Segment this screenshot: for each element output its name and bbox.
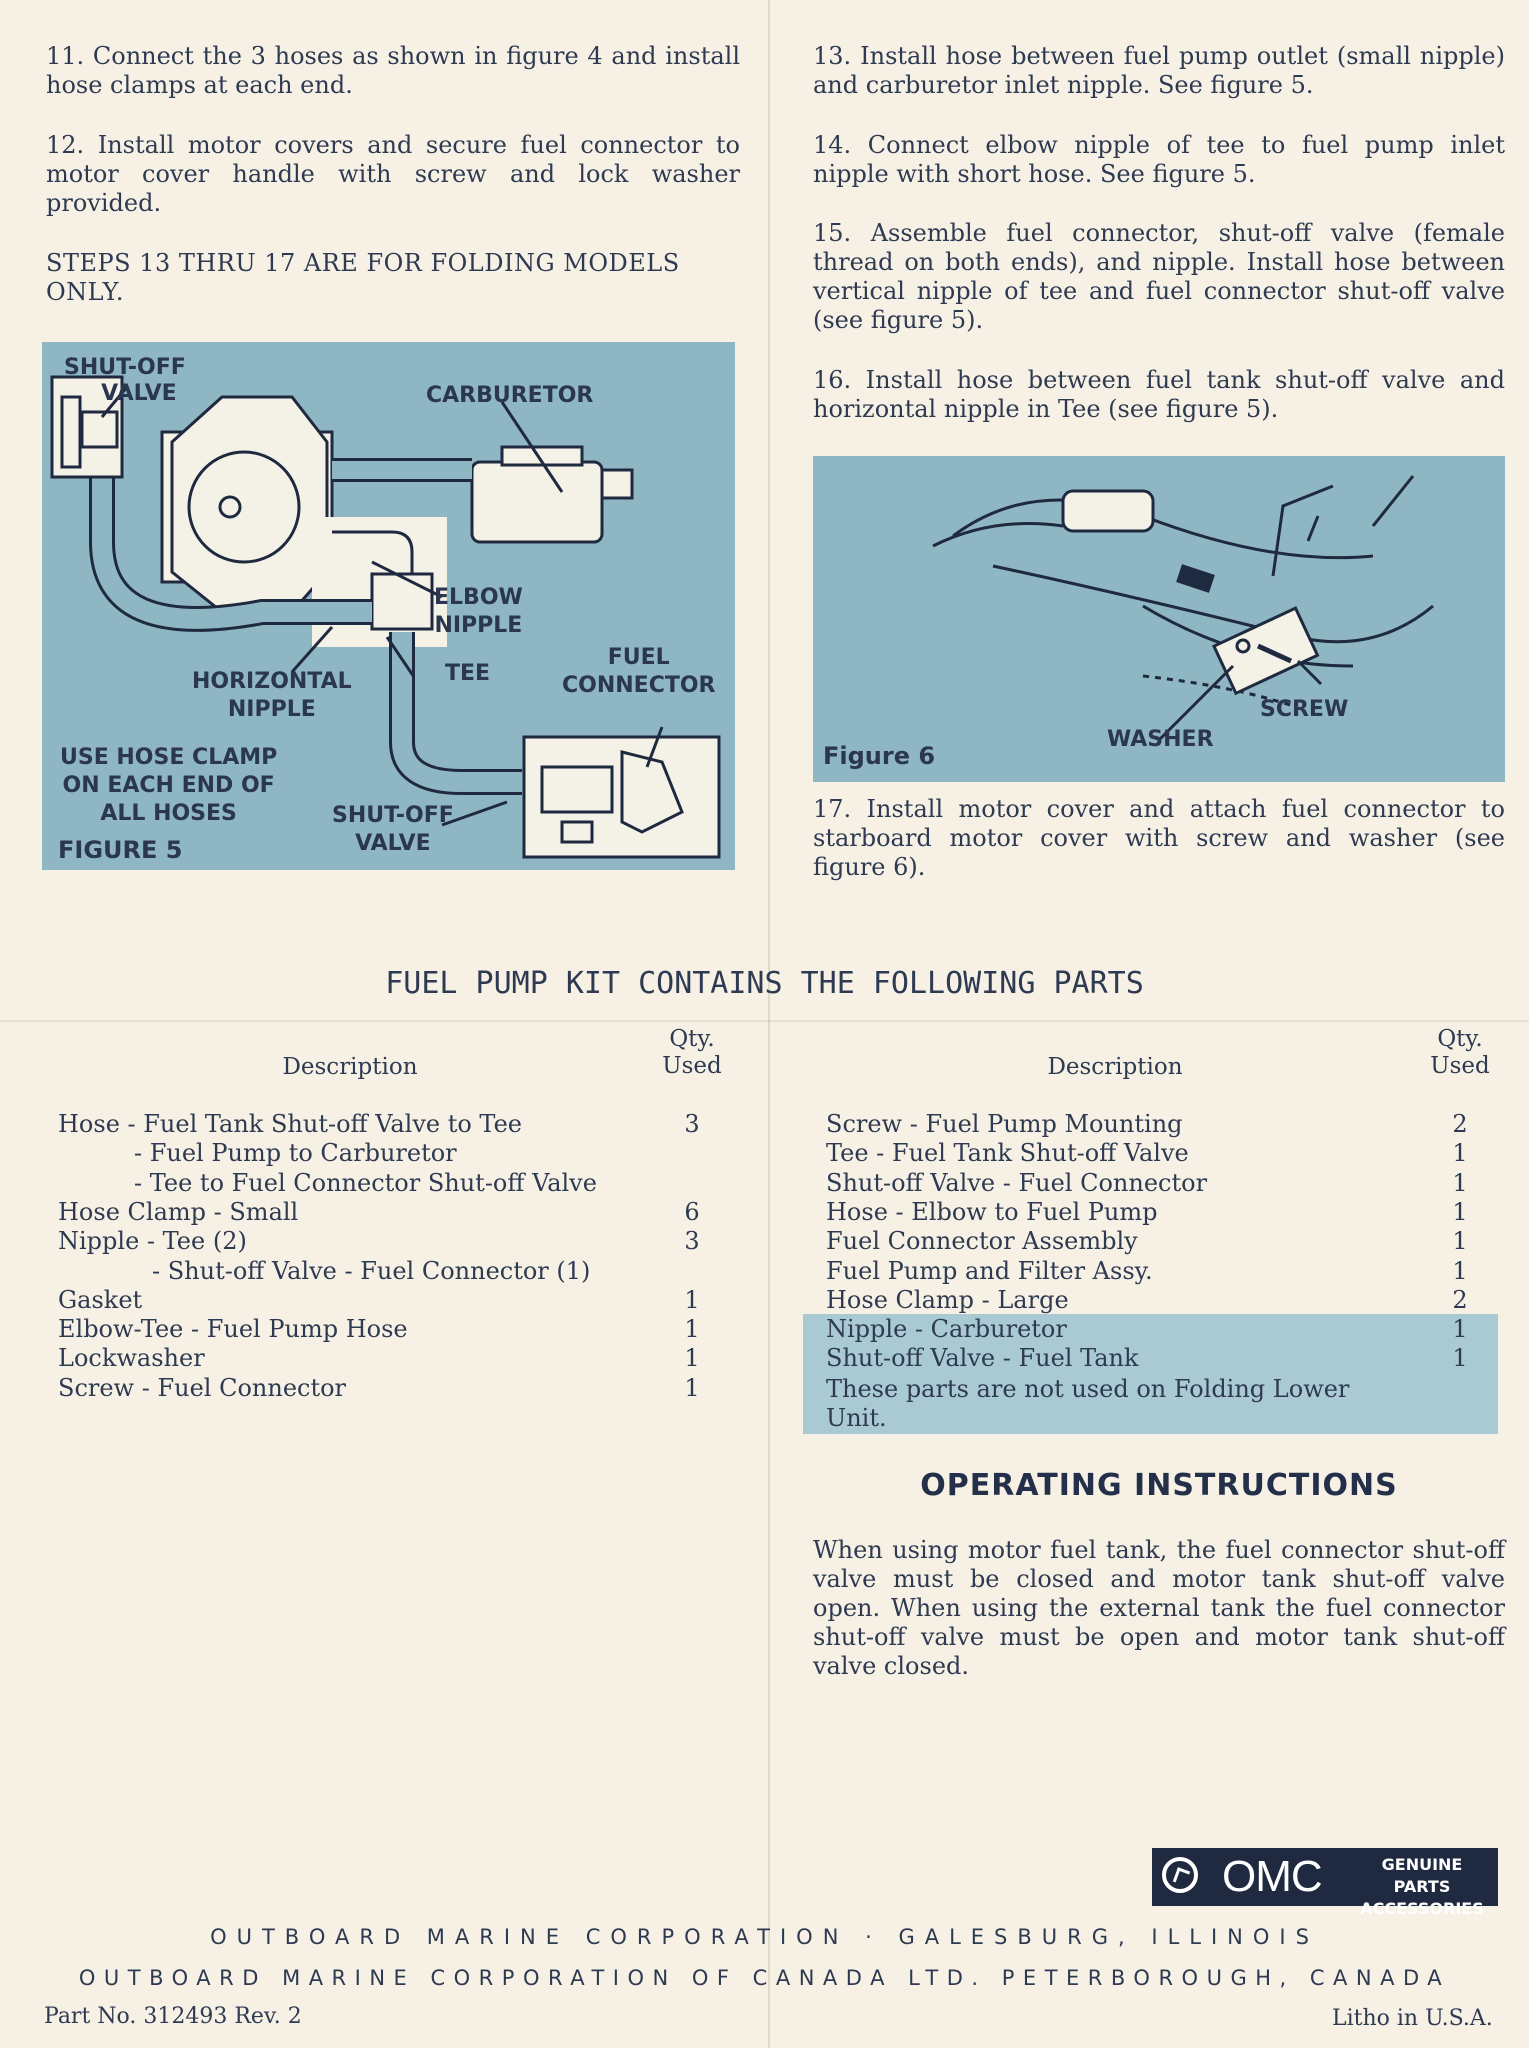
kit-not-used-note-line-1: These parts are not used on Folding Lower xyxy=(826,1375,1350,1403)
step-16: 16. Install hose between fuel tank shut-off valve and horizontal nipple in Tee (see figure 5). xyxy=(813,366,1505,423)
kit-right-row-qty: 1 xyxy=(1452,1197,1468,1226)
omc-logo xyxy=(1152,1848,1498,1918)
figure-5-label-hose-clamp-note: USE HOSE CLAMP ON EACH END OF ALL HOSES xyxy=(60,745,278,826)
kit-left-desc-header: Description xyxy=(282,1054,418,1080)
kit-right-row-desc: Screw - Fuel Pump Mounting xyxy=(826,1110,1183,1138)
kit-left-row-qty: 1 xyxy=(684,1315,700,1344)
kit-left-row-desc: Nipple - Tee (2) xyxy=(58,1227,247,1256)
figure-5-label-horizontal-nipple: HORIZONTAL NIPPLE xyxy=(192,669,352,722)
kit-right-row-desc: Nipple - Carburetor xyxy=(826,1315,1067,1344)
kit-left-row-desc: Gasket xyxy=(58,1285,143,1314)
step-15: 15. Assemble fuel connector, shut-off valve (female thread on both ends), and nipple. Install hose between vertical nipple of tee and fuel connector shut-off valve (see figure 5). xyxy=(813,219,1505,334)
kit-left-row-desc: Screw - Fuel Connector xyxy=(58,1373,347,1402)
kit-not-used-note-line-2: Unit. xyxy=(826,1404,887,1432)
kit-right-row-desc: Fuel Pump and Filter Assy. xyxy=(826,1256,1153,1285)
paper-fold-horizontal xyxy=(0,1020,1529,1022)
kit-right-row-qty: 2 xyxy=(1452,1110,1468,1138)
kit-left-row-qty: 6 xyxy=(684,1197,700,1226)
kit-right-row-qty: 1 xyxy=(1452,1139,1468,1168)
kit-left-row-desc: Hose - Fuel Tank Shut-off Valve to Tee xyxy=(58,1110,522,1138)
footer-corp-canada: OUTBOARD MARINE CORPORATION OF CANADA LTD. PETERBOROUGH, CANADA xyxy=(78,1966,1451,1990)
step-13: 13. Install hose between fuel pump outlet (small nipple) and carburetor inlet nipple. See figure 5. xyxy=(813,42,1505,99)
step-12: 12. Install motor covers and secure fuel connector to motor cover handle with screw and lock washer provided. xyxy=(46,131,740,217)
figure-5-caption: FIGURE 5 xyxy=(58,836,183,864)
kit-left-row-desc: Elbow-Tee - Fuel Pump Hose xyxy=(58,1315,408,1344)
step-17: 17. Install motor cover and attach fuel connector to starboard motor cover with screw and washer (see figure 6). xyxy=(813,795,1505,881)
figure-5-label-elbow-nipple: ELBOW NIPPLE xyxy=(434,585,523,638)
kit-right-row-qty: 1 xyxy=(1452,1227,1468,1256)
paper-fold-vertical xyxy=(768,0,770,2048)
kit-right-row-desc: Hose - Elbow to Fuel Pump xyxy=(826,1197,1158,1226)
kit-left-row-qty: 1 xyxy=(684,1373,700,1402)
figure-6-label-washer: WASHER xyxy=(1107,727,1214,752)
figure-5 xyxy=(42,342,735,870)
kit-right-desc-header: Description xyxy=(1047,1054,1183,1080)
kit-right-row-qty: 1 xyxy=(1452,1168,1468,1197)
operating-body: When using motor fuel tank, the fuel connector shut-off valve must be closed and motor tank shut-off valve open. When using the external tank the fuel connector shut-off valve must be open and motor tank shut-off valve closed. xyxy=(813,1536,1505,1680)
figure-6-caption: Figure 6 xyxy=(823,742,936,770)
figure-5-label-carburetor: CARBURETOR xyxy=(426,383,594,408)
figure-5-label-fuel-connector: FUEL CONNECTOR xyxy=(562,645,716,698)
operating-title: OPERATING INSTRUCTIONS xyxy=(920,1468,1398,1503)
omc-logo-name: OMC xyxy=(1222,1852,1322,1901)
kit-left-row-desc: - Tee to Fuel Connector Shut-off Valve xyxy=(134,1168,597,1197)
omc-circle-icon xyxy=(1162,1857,1198,1893)
kit-left-row-qty: 1 xyxy=(684,1285,700,1314)
kit-title: FUEL PUMP KIT CONTAINS THE FOLLOWING PARTS xyxy=(385,966,1144,1001)
kit-left-row-desc: - Shut-off Valve - Fuel Connector (1) xyxy=(152,1256,591,1285)
kit-left-row-desc: - Fuel Pump to Carburetor xyxy=(134,1139,457,1168)
footer-corp-us: OUTBOARD MARINE CORPORATION · GALESBURG, ILLINOIS xyxy=(210,1925,1319,1949)
kit-right-qty-header: Qty. Used xyxy=(1430,1026,1490,1079)
figure-5-label-tee: TEE xyxy=(445,661,491,686)
kit-left-row-qty: 3 xyxy=(684,1227,700,1256)
kit-right-row-qty: 1 xyxy=(1452,1315,1468,1344)
kit-left-qty-header: Qty. Used xyxy=(662,1026,722,1079)
steps-note: STEPS 13 THRU 17 ARE FOR FOLDING MODELS ONLY. xyxy=(46,249,680,306)
figure-5-label-shutoff-bottom: SHUT-OFF VALVE xyxy=(332,803,454,856)
figure-6 xyxy=(813,456,1505,782)
kit-left-row-desc: Lockwasher xyxy=(58,1344,205,1373)
kit-right-row-qty: 1 xyxy=(1452,1256,1468,1285)
kit-left-row-desc: Hose Clamp - Small xyxy=(58,1197,299,1226)
kit-right-row-qty: 1 xyxy=(1452,1344,1468,1373)
figure-5-label-shutoff-top: SHUT-OFF VALVE xyxy=(64,355,186,406)
omc-logo-tagline: GENUINE PARTS ACCESSORIES xyxy=(1360,1855,1484,1918)
kit-left-row-qty: 1 xyxy=(684,1344,700,1373)
kit-right-row-qty: 2 xyxy=(1452,1285,1468,1314)
footer-litho: Litho in U.S.A. xyxy=(1332,2006,1493,2031)
kit-right-row-desc: Tee - Fuel Tank Shut-off Valve xyxy=(826,1139,1189,1168)
kit-right-row-desc: Shut-off Valve - Fuel Connector xyxy=(826,1168,1208,1197)
step-11: 11. Connect the 3 hoses as shown in figure 4 and install hose clamps at each end. xyxy=(46,42,740,99)
kit-left-row-qty: 3 xyxy=(684,1110,700,1138)
kit-right-row-desc: Shut-off Valve - Fuel Tank xyxy=(826,1344,1139,1373)
footer-part-no: Part No. 312493 Rev. 2 xyxy=(44,2004,302,2029)
figure-6-label-screw: SCREW xyxy=(1260,697,1349,722)
step-14: 14. Connect elbow nipple of tee to fuel pump inlet nipple with short hose. See figure 5. xyxy=(813,131,1505,188)
kit-right-row-desc: Hose Clamp - Large xyxy=(826,1285,1069,1314)
kit-right-row-desc: Fuel Connector Assembly xyxy=(826,1227,1138,1256)
